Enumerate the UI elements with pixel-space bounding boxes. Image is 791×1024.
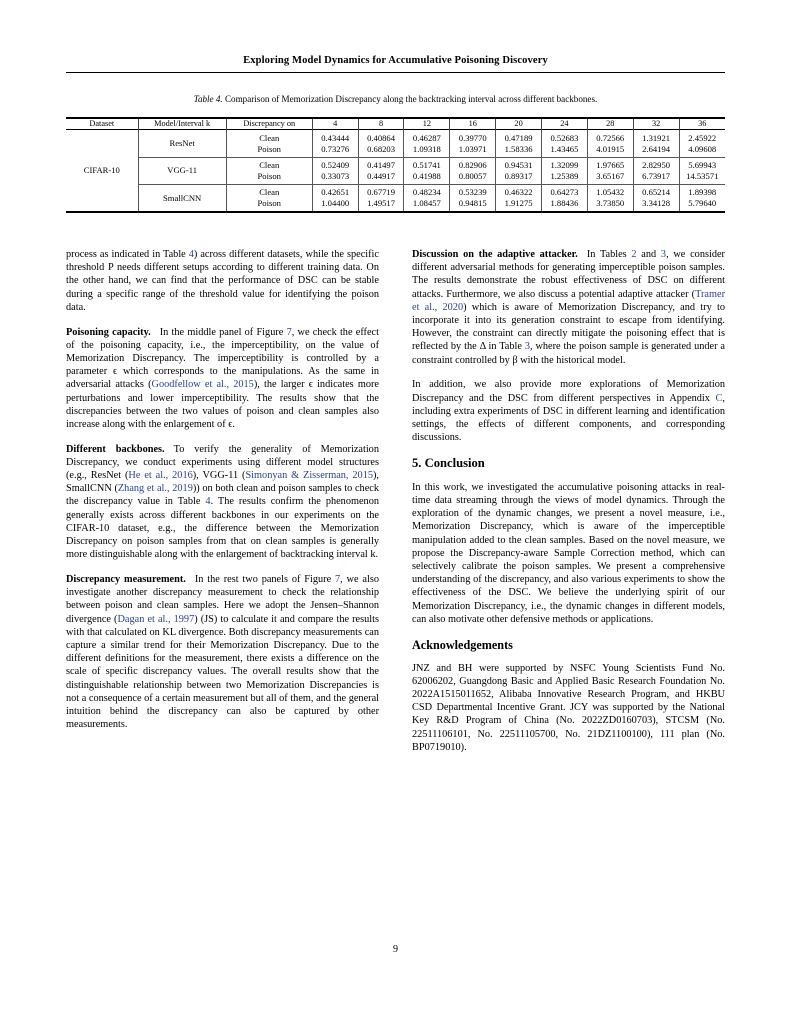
para-text: In the middle panel of Figure: [159, 326, 287, 338]
para-text: process as indicated in Table: [66, 249, 189, 260]
header-discrepancy: Discrepancy on: [226, 118, 312, 130]
paragraph-different-backbones: [66, 443, 379, 562]
runin-heading-poisoning-capacity: Poisoning capacity.: [66, 326, 151, 338]
cell-smallcnn-k20: 0.46322 1.91275: [496, 184, 542, 211]
right-text-column: [412, 248, 725, 766]
paragraph-poisoning-capacity: [66, 326, 379, 432]
cell-vgg11-k16: 0.82906 0.80057: [450, 157, 496, 184]
header-k-32: 32: [633, 118, 679, 130]
section-heading-acknowledgements: Acknowledgements: [412, 637, 513, 652]
cell-smallcnn-k12: 0.48234 1.08457: [404, 184, 450, 211]
cell-vgg11-k32: 2.82950 6.73917: [633, 157, 679, 184]
para-text: ), VGG-11 (: [192, 470, 246, 482]
left-text-column: [66, 248, 379, 743]
cell-smallcnn-k24: 0.64273 1.88436: [542, 184, 588, 211]
cell-resnet-k24: 0.52683 1.43465: [542, 130, 588, 157]
runin-heading-adaptive-attacker: Discussion on the adaptive attacker.: [412, 249, 578, 260]
cell-resnet-k36: 2.45922 4.09608: [679, 130, 725, 157]
header-k-4: 4: [312, 118, 358, 130]
para-text: , where the poison sample is generated under a constraint controlled by β with the historical model.: [412, 341, 725, 366]
cell-model-vgg11: VGG-11: [138, 157, 226, 184]
header-k-8: 8: [358, 118, 404, 130]
para-text: , we consider different adversarial methods for generating imperceptible poison samples. The results demonstrate the robust effectiveness of DSC on different attacks. Furthermore, we also discuss a potential adaptive attacker (: [412, 249, 725, 300]
para-text: In addition, we also provide more explorations of Memorization Discrepancy and the DSC from different perspectives in Appendix: [412, 379, 725, 404]
results-table: [66, 117, 725, 211]
citation-goodfellow[interactable]: Goodfellow et al., 2015: [151, 379, 254, 391]
paragraph-discrepancy-measurement: [66, 573, 379, 731]
table-row: [66, 157, 725, 184]
header-k-28: 28: [587, 118, 633, 130]
paragraph-threshold: [66, 248, 379, 314]
running-head-rule: [66, 72, 725, 73]
table-caption-text: Comparison of Memorization Discrepancy along the backtracking interval across different backbones.: [222, 94, 598, 104]
paragraph-adaptive-attacker: [412, 248, 725, 367]
cell-vgg11-k24: 1.32099 1.25389: [542, 157, 588, 184]
cell-discrepancy-labels: Clean Poison: [226, 157, 312, 184]
para-text: ) which is aware of Memorization Discrepancy, and try to incorporate it into its generation constraint to escape from identifying. However, the constraint can directly mitigate the poisoning effect that is reflected by the Δ in Table: [412, 301, 725, 353]
cell-resnet-k16: 0.39770 1.03971: [450, 130, 496, 157]
figure-reference-link[interactable]: 7: [286, 326, 292, 338]
table-reference-link-3b[interactable]: 3: [524, 341, 530, 353]
running-head-title: Exploring Model Dynamics for Accumulative Poisoning Discovery: [243, 55, 548, 66]
para-text: and: [636, 249, 661, 260]
page-number: 9: [393, 944, 398, 955]
header-k-12: 12: [404, 118, 450, 130]
runin-heading-discrepancy-measurement: Discrepancy measurement.: [66, 573, 186, 585]
para-text: To verify the generality of Memorization Discrepancy, we conduct experiments using different model structures (e.g., ResNet (: [66, 443, 379, 482]
cell-dataset-cifar10: CIFAR-10: [83, 165, 120, 176]
header-k-36: 36: [679, 118, 725, 130]
header-k-24: 24: [542, 118, 588, 130]
section-heading-conclusion: 5. Conclusion: [412, 455, 485, 470]
paragraph-appendix: [412, 378, 725, 444]
cell-discrepancy-labels: Clean Poison: [226, 130, 312, 157]
cell-smallcnn-k36: 1.89398 5.79640: [679, 184, 725, 211]
para-text: , we check the effect of the poisoning capacity, i.e., the imperceptibility, on the value of Memorization Discrepancy. The imperceptibility is controlled by a parameter ϵ which corresponds to the manipulations. As the same in adversarial attacks (: [66, 326, 379, 391]
running-head: [66, 54, 725, 67]
table-caption-label: Table 4.: [193, 94, 223, 104]
cell-vgg11-k20: 0.94531 0.89317: [496, 157, 542, 184]
cell-smallcnn-k4: 0.42651 1.04400: [312, 184, 358, 211]
table-reference-link[interactable]: 4: [188, 249, 194, 260]
cell-resnet-k20: 0.47189 1.58336: [496, 130, 542, 157]
cell-resnet-k28: 0.72566 4.01915: [587, 130, 633, 157]
cell-resnet-k4: 0.43444 0.73276: [312, 130, 358, 157]
para-text: . The results confirm the phenomenon generally exists across different backbones in our experiments on the CIFAR-10 dataset, e.g., the difference between the Memorization Discrepancy on poison samples from that on clean samples is generally more distinguishable along with the enlargement of backtracking interval k.: [66, 496, 380, 561]
table-reference-link-2[interactable]: 2: [631, 249, 637, 260]
table-reference-link-3[interactable]: 3: [660, 249, 667, 260]
citation-dagan[interactable]: Dagan et al., 1997: [117, 613, 195, 625]
header-model: Model/Interval k: [138, 118, 226, 130]
table-reference-link[interactable]: 4: [205, 496, 211, 508]
para-text: , including extra experiments of DSC in different learning and identification settings, the effects of different components, and corresponding discussions.: [412, 392, 725, 444]
cell-vgg11-k12: 0.51741 0.41988: [404, 157, 450, 184]
cell-smallcnn-k28: 1.05432 3.73850: [587, 184, 633, 211]
para-text: )) on both clean and poison samples to check the discrepancy value in Table: [66, 483, 379, 508]
para-text: In the rest two panels of Figure: [194, 573, 335, 585]
cell-model-smallcnn: SmallCNN: [138, 184, 226, 211]
cell-smallcnn-k8: 0.67719 1.49517: [358, 184, 404, 211]
cell-model-resnet: ResNet: [138, 130, 226, 157]
para-text: In Tables: [586, 249, 632, 260]
cell-vgg11-k28: 1.97665 3.65167: [587, 157, 633, 184]
citation-simonyan[interactable]: Simonyan & Zisserman, 2015: [245, 470, 373, 482]
appendix-reference-link[interactable]: C: [715, 392, 723, 404]
cell-smallcnn-k32: 0.65214 3.34128: [633, 184, 679, 211]
table-caption: [66, 93, 725, 105]
table-header-row: [66, 118, 725, 130]
header-k-16: 16: [450, 118, 496, 130]
para-text: , we also investigate another discrepancy measurement to check the relationship between poison and clean samples. Here we adopt the Jensen–Shannon divergence (: [66, 573, 379, 625]
figure-reference-link[interactable]: 7: [334, 573, 341, 585]
cell-vgg11-k8: 0.41497 0.44917: [358, 157, 404, 184]
cell-smallcnn-k16: 0.53239 0.94815: [450, 184, 496, 211]
citation-he[interactable]: He et al., 2016: [128, 470, 193, 482]
para-text: ) across different datasets, while the specific threshold P needs different setups according to different training data. On the other hand, we can find that the performance of DSC can be stable during a specific range of the threshold value for identifying the poison data.: [66, 249, 379, 313]
cell-resnet-k32: 1.31921 2.64194: [633, 130, 679, 157]
paragraph-acknowledgements: JNZ and BH were supported by NSFC Young Scientists Fund No. 62006202, Guangdong Basic and Applied Basic Research Foundation No. 2022A1515011652, Alibaba Innovative Research Program, and HKBU CSD Departmental Incentive Grant. JCY was supported by the National Key R&D Program of China (No. 2022ZD0160703), STCSM (No. 22511106101, No. 22511105700, No. 21DZ1100100), 111 plan (No. BP0719010).: [412, 662, 725, 753]
cell-discrepancy-labels: Clean Poison: [226, 184, 312, 211]
cell-resnet-k12: 0.46287 1.09318: [404, 130, 450, 157]
runin-heading-different-backbones: Different backbones.: [66, 443, 165, 455]
citation-zhang[interactable]: Zhang et al., 2019: [117, 483, 193, 495]
paragraph-conclusion: In this work, we investigated the accumulative poisoning attacks in real-time data streaming through the views of model dynamics. Through the exploration of the dynamic changes, we present a novel measure, i.e., Memorization Discrepancy, which is aware of the imperceptible manipulation added to the clean samples. Based on the novel measure, we propose the Discrepancy-aware Sample Correction method, which can selectively calibrate the poison samples. We present a comprehensive understanding of the discrepancy, and also various experiments to show the effectiveness of the DSC. We believe the underlying spirit of our Memorization Discrepancy, i.e., the dynamic changes in different models, can also motivate other defensive methods or applications.: [412, 481, 725, 625]
cell-vgg11-k4: 0.52409 0.33073: [312, 157, 358, 184]
table-row: [66, 184, 725, 211]
cell-vgg11-k36: 5.69943 14.53571: [679, 157, 725, 184]
para-text: ), the larger ϵ indicates more perturbations and lower imperceptibility. The results show that the discrepancies between the two values of poison and clean samples also increase along with the enlargement of ϵ.: [66, 379, 379, 430]
para-text: ), SmallCNN (: [66, 470, 380, 495]
cell-resnet-k8: 0.40864 0.68203: [358, 130, 404, 157]
results-table-wrapper: [66, 117, 725, 213]
table-row: [66, 130, 725, 157]
table-bottom-rule: [66, 211, 725, 213]
citation-tramer[interactable]: Tramer et al., 2020: [412, 288, 725, 313]
header-k-20: 20: [496, 118, 542, 130]
para-text: ) (JS) to calculate it and compare the results with that calculated on KL divergence. Both discrepancy measurements can capture a similar trend for their Memorization Discrepancy. Due to the different definitions for the measurement, there exists a difference on the scale of specific discrepancy values. The overall results show that the distinguishable relationship between two Memorization Discrepancies is not a consequence of a certain measurement but all of them, and the general intuition behind the discrepancy can also be captured by other measurements.: [66, 613, 380, 731]
header-dataset: Dataset: [89, 119, 115, 128]
